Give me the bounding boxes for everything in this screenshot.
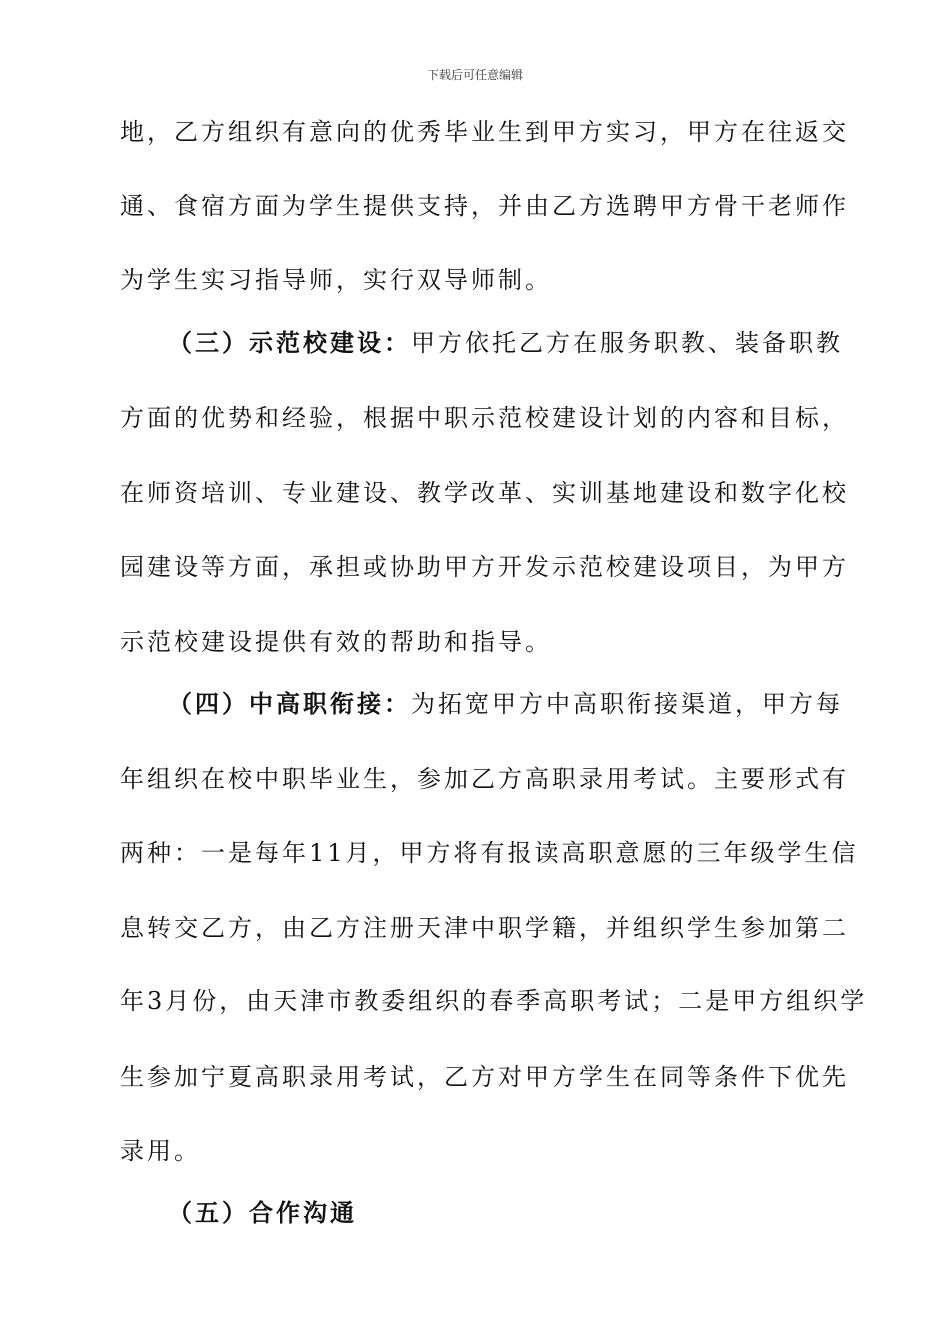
section-4-heading: （四）中高职衔接： [168,690,411,718]
section-4-heading-line: （四）中高职衔接：为拓宽甲方中高职衔接渠道，甲方每 [168,690,843,718]
page-header: 下载后可任意编辑 [426,68,523,82]
body-line-2: 通、食宿方面为学生提供支持，并由乙方选聘甲方骨干老师作 [120,192,849,220]
body-line-13: 年3月份，由天津市教委组织的春季高职考试；二是甲方组织学 [120,987,868,1015]
section-3-heading: （三）示范校建设： [168,329,411,357]
body-line-8: 示范校建设提供有效的帮助和指导。 [120,628,552,656]
body-line-11: 两种：一是每年11月，甲方将有报读高职意愿的三年级学生信 [120,839,859,867]
body-line-15: 录用。 [120,1137,201,1165]
section-5-heading-line [168,1198,357,1228]
body-line-14: 生参加宁夏高职录用考试，乙方对甲方学生在同等条件下优先 [120,1063,849,1091]
section-3-heading-line: （三）示范校建设：甲方依托乙方在服务职教、装备职教 [168,329,843,357]
body-line-10: 年组织在校中职毕业生，参加乙方高职录用考试。主要形式有 [120,765,849,793]
body-line-12: 息转交乙方，由乙方注册天津中职学籍，并组织学生参加第二 [120,914,849,942]
body-line-7: 园建设等方面，承担或协助甲方开发示范校建设项目，为甲方 [120,553,849,581]
section-5-heading: （五）合作沟通 [168,1199,357,1227]
body-line-6: 在师资培训、专业建设、教学改革、实训基地建设和数字化校 [120,479,849,507]
body-line-3: 为学生实习指导师，实行双导师制。 [120,266,552,294]
body-line-1: 地，乙方组织有意向的优秀毕业生到甲方实习，甲方在往返交 [120,118,849,146]
body-line-5: 方面的优势和经验，根据中职示范校建设计划的内容和目标， [120,404,849,432]
